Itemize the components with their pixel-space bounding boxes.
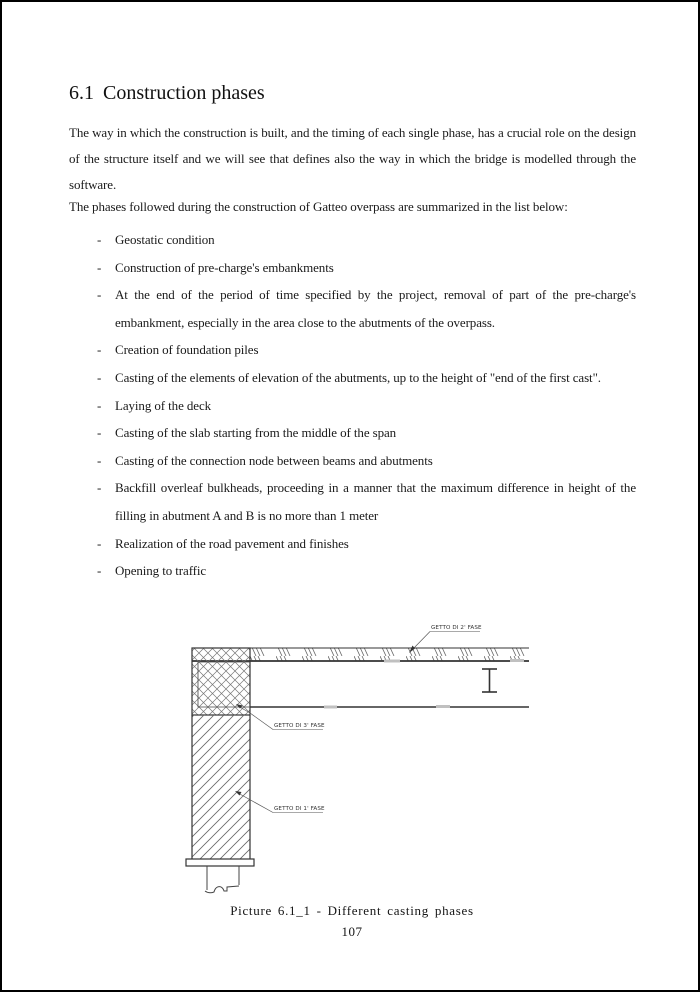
list-item [69, 419, 636, 447]
figure-label-phase2-text: GETTO DI 2' FASE [431, 625, 482, 631]
list-bullet: - [97, 425, 102, 441]
list-item [69, 530, 636, 558]
list-bullet: - [97, 480, 102, 496]
list-item-text: Opening to traffic [115, 563, 207, 579]
list-item-text: Backfill overleaf bulkheads, proceeding in a manner that the maximum difference in height of the filling in abutment A and B is no more than 1 meter [115, 480, 636, 523]
list-item-text: Casting of the connection node between beams and abutments [115, 452, 433, 468]
section-number: 6.1 [69, 82, 94, 104]
list-bullet: - [97, 369, 102, 385]
list-bullet: - [97, 452, 102, 468]
page-number: 107 [341, 924, 363, 939]
list-item [69, 281, 636, 336]
list-item [69, 336, 636, 364]
list-bullet: - [97, 259, 102, 275]
list-bullet: - [97, 287, 102, 303]
list-item [69, 474, 636, 529]
paragraph-list-intro: The phases followed during the construction of Gatteo overpass are summarized in the list below: [69, 199, 568, 214]
phases-list [69, 226, 636, 585]
list-bullet: - [97, 342, 102, 358]
list-item [69, 364, 636, 392]
list-item-text: Creation of foundation piles [115, 342, 259, 358]
i-beam-icon [482, 669, 497, 692]
paragraph-intro: The way in which the construction is built, and the timing of each single phase, has a crucial role on the design of the structure itself and we will see that defines also the way in which the bridge is modelled through the software. [69, 125, 636, 192]
section-heading [69, 82, 265, 105]
beam-line [250, 707, 529, 708]
list-item-text: Geostatic condition [115, 232, 215, 247]
figure-label-phase1-text: GETTO DI 1' FASE [274, 806, 325, 812]
list-item [69, 254, 636, 282]
list-item-text: Casting of the slab starting from the middle of the span [115, 425, 397, 441]
section-title: Construction phases [103, 82, 265, 104]
abutment-wall [192, 715, 250, 859]
list-item-text: Realization of the road pavement and finishes [115, 535, 349, 551]
connection-node [192, 648, 250, 715]
list-item-text: Laying of the deck [115, 397, 212, 413]
foundation-pile [205, 866, 239, 893]
list-item [69, 557, 636, 585]
casting-phases-figure [172, 617, 544, 902]
footing [186, 859, 254, 866]
figure-caption: Picture 6.1_1 - Different casting phases [230, 903, 474, 918]
technical-drawing [172, 617, 544, 902]
list-item [69, 392, 636, 420]
figure-label-phase3-text: GETTO DI 3' FASE [274, 723, 325, 729]
list-item [69, 226, 636, 254]
list-item-text: At the end of the period of time specified by the project, removal of part of the pre-charge's embankment, especially in the area close to the abutments of the overpass. [115, 287, 636, 330]
list-bullet: - [97, 535, 102, 551]
list-bullet: - [97, 563, 102, 579]
list-bullet: - [97, 232, 102, 247]
list-item [69, 447, 636, 475]
list-bullet: - [97, 397, 102, 413]
list-item-text: Construction of pre-charge's embankments [115, 259, 334, 275]
list-item-text: Casting of the elements of elevation of the abutments, up to the height of "end of the first cast". [115, 369, 601, 385]
